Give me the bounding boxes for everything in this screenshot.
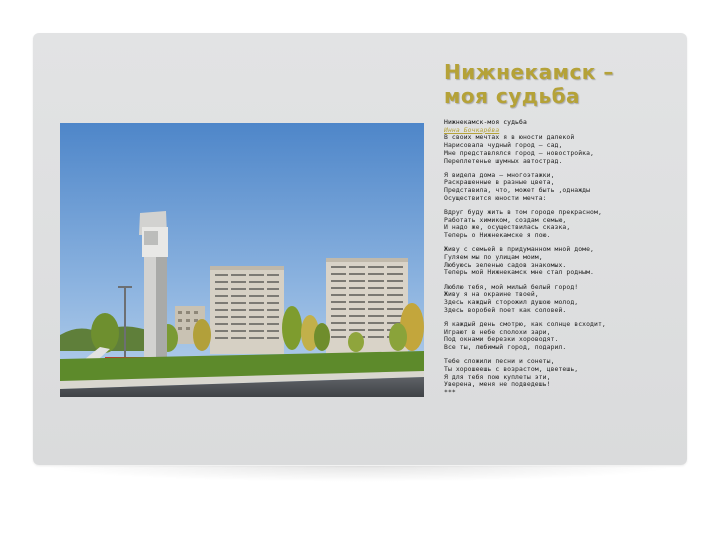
- poem-line: Ты хорошеешь с возрастом, цветешь,: [444, 364, 579, 373]
- poem-line: Переплетенье шумных автострад.: [444, 156, 563, 165]
- poem-end-mark: ***: [444, 388, 456, 397]
- poem-line: Мне представлялся город – новостройка,: [444, 148, 595, 157]
- poem-line: Живу я на окраине твоей,: [444, 290, 539, 299]
- poem-stanza-2: [444, 172, 680, 203]
- poem-line: И надо же, осуществилась сказка,: [444, 223, 571, 232]
- poem-stanza-3: [444, 209, 680, 240]
- poem-line: Я каждый день смотрю, как солнце всходит,: [444, 319, 606, 328]
- poem-line: Я для тебя пою куплеты эти,: [444, 372, 551, 381]
- poem-line: Теперь о Нижнекамске я пою.: [444, 231, 551, 240]
- poem-line: Здесь каждый сторожил душою молод,: [444, 298, 579, 307]
- poem-line: Все ты, любимый город, подарил.: [444, 343, 567, 352]
- poem-line: Живу с семьей в придуманном мной доме,: [444, 245, 595, 254]
- poem-line: Уверена, меня не подведешь!: [444, 380, 551, 389]
- poem-stanza-1: [444, 134, 680, 165]
- poem-line: Люблю тебя, мой милый белый город!: [444, 282, 579, 291]
- city-photo: [60, 123, 424, 397]
- poem-stanza-6: [444, 321, 680, 352]
- poem-line: Работать химиком, создам семью,: [444, 215, 567, 224]
- poem-line: Под окнами березки хороводят.: [444, 335, 559, 344]
- poem-title: Нижнекамск-моя судьба: [444, 118, 527, 126]
- poem-author-link[interactable]: Инна Бочкарёва: [444, 125, 500, 134]
- poem-stanza-4: [444, 246, 680, 277]
- poem-text: [444, 119, 680, 397]
- poem-line: Любуюсь зеленью садов знакомых.: [444, 260, 567, 269]
- poem-line: Играют в небе сполохи зари,: [444, 327, 551, 336]
- poem-line: Тебе сложили песни и сонеты,: [444, 357, 555, 366]
- poem-stanza-7: [444, 358, 680, 397]
- street-lamp: [124, 288, 126, 358]
- slide-shadow: [40, 466, 680, 482]
- poem-line: В своих мечтах я в юности далекой: [444, 133, 575, 142]
- poem-stanza-5: [444, 284, 680, 315]
- poem-line: Осуществится юности мечта:: [444, 193, 547, 202]
- poem-line: Нарисовала чудный город – сад,: [444, 141, 563, 150]
- slide-title-line-1: Нижнекамск –: [444, 60, 614, 84]
- poem-line: Теперь мой Нижнекамск мне стал родным.: [444, 268, 595, 277]
- poem-line: Я видела дома – многоэтажки,: [444, 170, 555, 179]
- poem-line: Вдруг буду жить в том городе прекрасном,: [444, 208, 602, 217]
- poem-line: Гуляем мы по улицам моим,: [444, 253, 543, 262]
- poem-line: Здесь воробей поет как соловей.: [444, 305, 567, 314]
- poem-line: Раскрашенные в разные цвета,: [444, 178, 555, 187]
- slide-title-line-2: моя судьба: [444, 84, 581, 108]
- slide-title: [444, 60, 684, 108]
- poem-line: Представила, что, может быть ,однажды: [444, 186, 591, 195]
- city-photo-illustration: [60, 123, 424, 397]
